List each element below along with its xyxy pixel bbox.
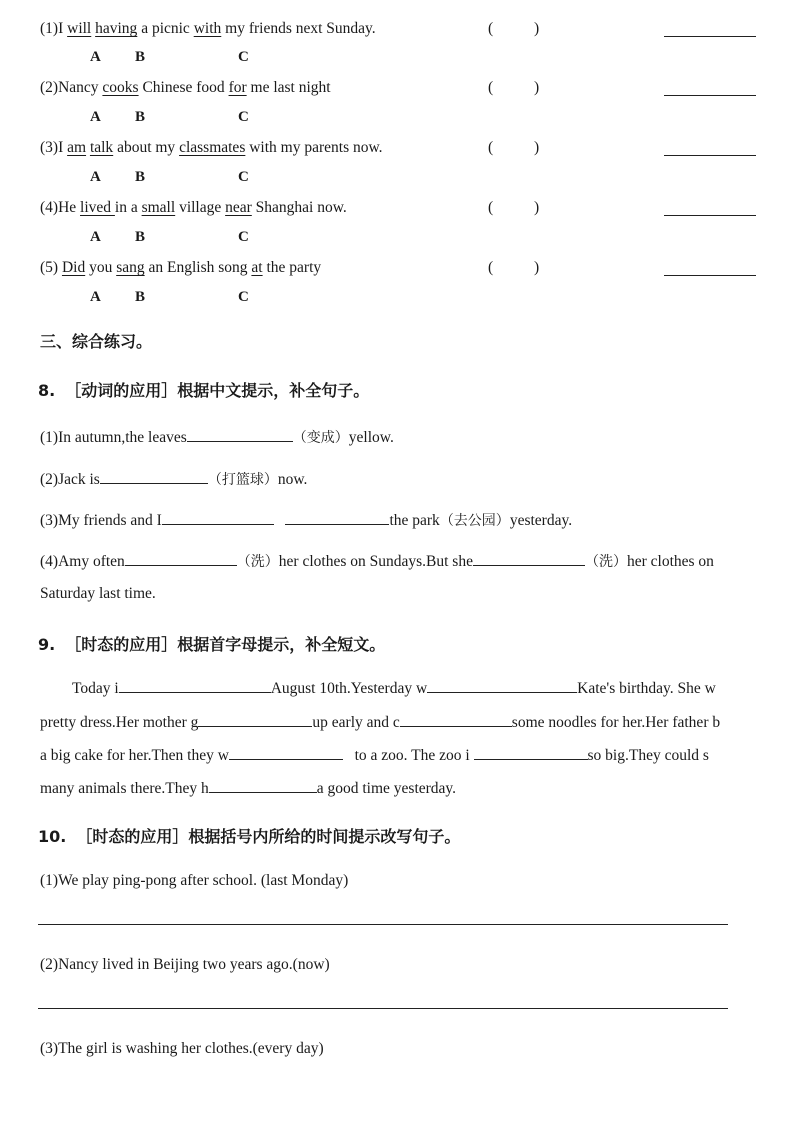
fill-blank[interactable] (229, 745, 343, 760)
correction-blank[interactable] (664, 95, 756, 96)
error-item-4: (4)He lived in a small village near Shanghai now. ( ) (40, 199, 780, 223)
worksheet-page: (1)I will having a picnic with my friends next Sunday. ( ) A B C (2)Nancy cooks Chinese food for me last night ( ) A B C (3)I am talk about my classmates with my parents now. ( ) A B C (4)He lived in a small village near Shanghai now. ( ) A B C (5) Did you sang an English song at the party ( ) A B C 三、综合练习。 8. ［动词的应用］根据中文提示，补全句子。 (1)In autumn,the leaves （变成）yellow. (2)Jack is （打篮球）now. (3)My friends and I the park（去公园）yesterday. (4)Amy often （洗）her clothes on Sundays.But she （洗）her clothes on Saturday last time. 9. ［时态的应用］根据首字母提示，补全短文。 Today i August 10th.Yesterday w Kate's birthday. She w pretty dress.Her mother g up early and c some noodles for her.Her father b a big cake for her.Then they w to a zoo. The zoo i so big.They could s many animals there.They h a good time yesterday. 10. ［时态的应用］根据括号内所给的时间提示改写句子。 (1)We play ping-pong after school. (last Monday) (2)Nancy lived in Beijing two years ago.(now) (3)The girl is washing her clothes.(every day) (0, 0, 800, 1132)
q9-line-3: a big cake for her.Then they w to a zoo. The zoo i so big.They could s (40, 747, 709, 764)
fill-blank[interactable] (198, 712, 312, 727)
error-item-3: (3)I am talk about my classmates with my parents now. ( ) (40, 139, 780, 163)
correction-blank[interactable] (664, 275, 756, 276)
correction-blank[interactable] (664, 215, 756, 216)
error-sentence: (4)He lived in a small village near Shanghai now. (40, 199, 347, 216)
error-sentence: (2)Nancy cooks Chinese food for me last night (40, 79, 331, 96)
error-item-2: (2)Nancy cooks Chinese food for me last night ( ) (40, 79, 780, 103)
q10-sentence-1: (1)We play ping-pong after school. (last Monday) (40, 872, 349, 889)
q10-sentence-3: (3)The girl is washing her clothes.(every day) (40, 1040, 324, 1057)
q9-line-4: many animals there.They h a good time yesterday. (40, 780, 457, 797)
fill-blank[interactable] (209, 778, 317, 793)
fill-blank[interactable] (427, 678, 577, 693)
fill-blank[interactable] (187, 427, 293, 442)
fill-blank[interactable] (473, 551, 585, 566)
q9-line-2: pretty dress.Her mother g up early and c some noodles for her.Her father b (40, 714, 721, 731)
error-item-1: (1)I will having a picnic with my friends next Sunday. ( ) (40, 20, 780, 44)
error-sentence: (1)I will having a picnic with my friends next Sunday. (40, 20, 376, 37)
q8-line-4-cont: Saturday last time. (40, 585, 156, 602)
question-8-title: 8. ［动词的应用］根据中文提示，补全句子。 (38, 381, 370, 400)
q8-line-3: (3)My friends and I the park（去公园）yesterday. (40, 512, 573, 529)
fill-blank[interactable] (474, 745, 588, 760)
section-heading: 三、综合练习。 (40, 332, 153, 351)
q8-line-4: (4)Amy often （洗）her clothes on Sundays.But she （洗）her clothes on (40, 553, 714, 570)
correction-blank[interactable] (664, 155, 756, 156)
question-9-title: 9. ［时态的应用］根据首字母提示，补全短文。 (38, 635, 386, 654)
error-sentence: (3)I am talk about my classmates with my parents now. (40, 139, 383, 156)
fill-blank[interactable] (162, 510, 274, 525)
fill-blank[interactable] (400, 712, 512, 727)
q10-sentence-2: (2)Nancy lived in Beijing two years ago.(now) (40, 956, 330, 973)
fill-blank[interactable] (119, 678, 271, 693)
q9-line-1: Today i August 10th.Yesterday w Kate's birthday. She w (72, 680, 716, 697)
fill-blank[interactable] (100, 469, 208, 484)
answer-line[interactable] (38, 924, 728, 925)
correction-blank[interactable] (664, 36, 756, 37)
q8-line-2: (2)Jack is （打篮球）now. (40, 471, 308, 488)
error-sentence: (5) Did you sang an English song at the party (40, 259, 322, 276)
answer-line[interactable] (38, 1008, 728, 1009)
fill-blank[interactable] (125, 551, 237, 566)
fill-blank[interactable] (285, 510, 389, 525)
error-item-5: (5) Did you sang an English song at the party ( ) (40, 259, 780, 283)
question-10-title: 10. ［时态的应用］根据括号内所给的时间提示改写句子。 (38, 827, 461, 846)
q8-line-1: (1)In autumn,the leaves （变成）yellow. (40, 429, 394, 446)
